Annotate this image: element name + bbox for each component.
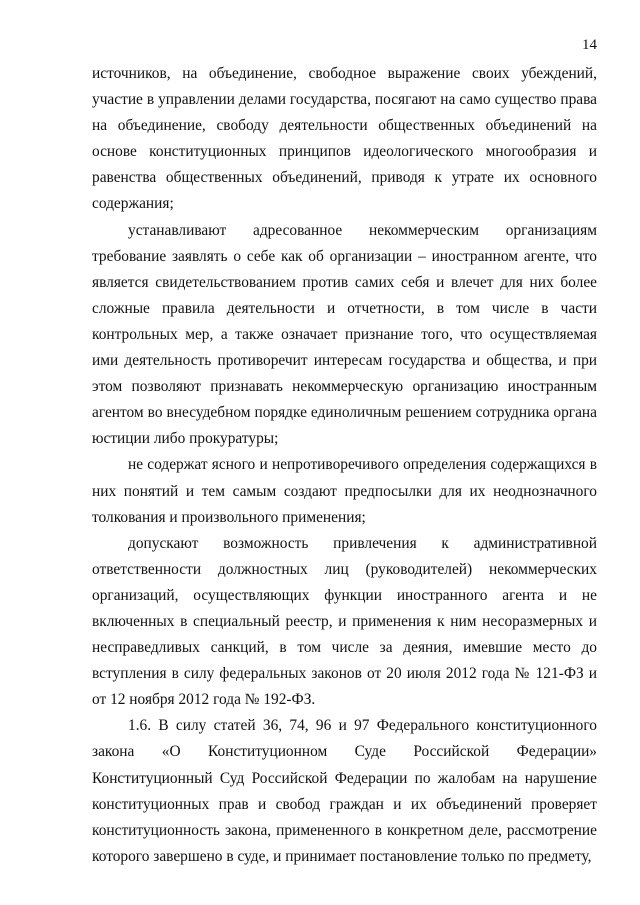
paragraph-item: допускают возможность привлечения к административной ответственности должностных лиц (руководителей) некоммерческих организаций, осуществляющих функции иностранного агента и не включенных в специальный реестр, и применения к ним несоразмерных и несправедливых санкций, в том числе за деяния, имевшие место до вступления в силу федеральных законов от 20 июля 2012 года № 121-ФЗ и от 12 ноября 2012 года № 192-ФЗ. xyxy=(92,534,597,709)
document-body xyxy=(92,61,597,870)
paragraph-section: 1.6. В силу статей 36, 74, 96 и 97 Федерального конституционного закона «О Конституционном Суде Российской Федерации» Конституционный Суд Российской Федерации по жалобам на нарушение конституционных прав и свобод граждан и их объединений проверяет конституционность закона, примененного в конкретном деле, рассмотрение которого завершено в суде, и принимает постановление только по предмету, xyxy=(92,717,597,865)
paragraph-item: устанавливают адресованное некоммерческим организациям требование заявлять о себе как об организации – иностранном агенте, что является свидетельствованием против самих себя и влечет для них более сложные правила деятельности и отчетности, в том числе в части контрольных мер, а также означает признание того, что осуществляемая ими деятельность противоречит интересам государства и общества, и при этом позволяют признавать некоммерческую организацию иностранным агентом во внесудебном порядке единоличным решением сотрудника органа юстиции либо прокуратуры; xyxy=(92,221,597,448)
paragraph-item: не содержат ясного и непротиворечивого определения содержащихся в них понятий и тем самым создают предпосылки для их неоднозначного толкования и произвольного применения; xyxy=(92,456,597,526)
page-number: 14 xyxy=(582,37,597,53)
paragraph-continuation: источников, на объединение, свободное выражение своих убеждений, участие в управлении делами государства, посягают на само существо права на объединение, свободу деятельности общественных объединений на основе конституционных принципов идеологического многообразия и равенства общественных объединений, приводя к утрате их основного содержания; xyxy=(92,65,597,213)
